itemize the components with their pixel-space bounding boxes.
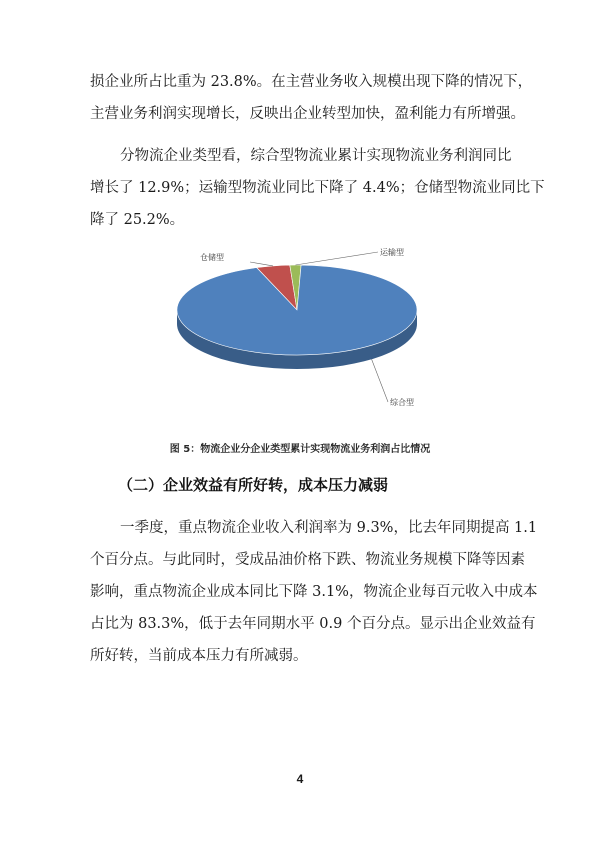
pie-label-仓储型: 仓储型	[200, 253, 224, 262]
pie-chart	[150, 232, 450, 437]
paragraph-1	[90, 66, 533, 130]
figure-caption: 图 5：物流企业分企业类型累计实现物流业务利润占比情况	[169, 444, 431, 455]
pie-label-运输型: 运输型	[380, 248, 404, 257]
leader-line-综合型	[372, 359, 388, 402]
paragraph-line: 降了 25.2%。	[90, 212, 185, 228]
paragraph-line: 分物流企业类型看，综合型物流业累计实现物流业务利润同比	[120, 148, 512, 164]
paragraph-line: 一季度，重点物流企业收入利润率为 9.3%，比去年同期提高 1.1	[120, 520, 538, 536]
paragraph-line: 影响，重点物流企业成本同比下降 3.1%，物流企业每百元收入中成本	[90, 584, 538, 600]
page-number: 4	[296, 772, 304, 786]
paragraph-line: 占比为 83.3%，低于去年同期水平 0.9 个百分点。显示出企业效益有	[90, 616, 536, 632]
paragraph-line: 主营业务利润实现增长，反映出企业转型加快，盈利能力有所增强。	[90, 106, 525, 122]
paragraph-line: 增长了 12.9%；运输型物流业同比下降了 4.4%；仓储型物流业同比下	[90, 180, 545, 196]
section-heading: （二）企业效益有所好转，成本压力减弱	[118, 476, 389, 494]
pie-label-综合型: 综合型	[390, 398, 414, 407]
paragraph-line: 所好转，当前成本压力有所减弱。	[90, 648, 308, 664]
leader-line-运输型	[295, 252, 378, 265]
leader-line-仓储型	[250, 262, 273, 266]
paragraph-3	[90, 512, 538, 672]
paragraph-2	[90, 140, 545, 236]
paragraph-line: 损企业所占比重为 23.8%。在主营业务收入规模出现下降的情况下，	[90, 74, 533, 90]
paragraph-line: 个百分点。与此同时，受成品油价格下跌、物流业务规模下降等因素	[90, 552, 525, 568]
